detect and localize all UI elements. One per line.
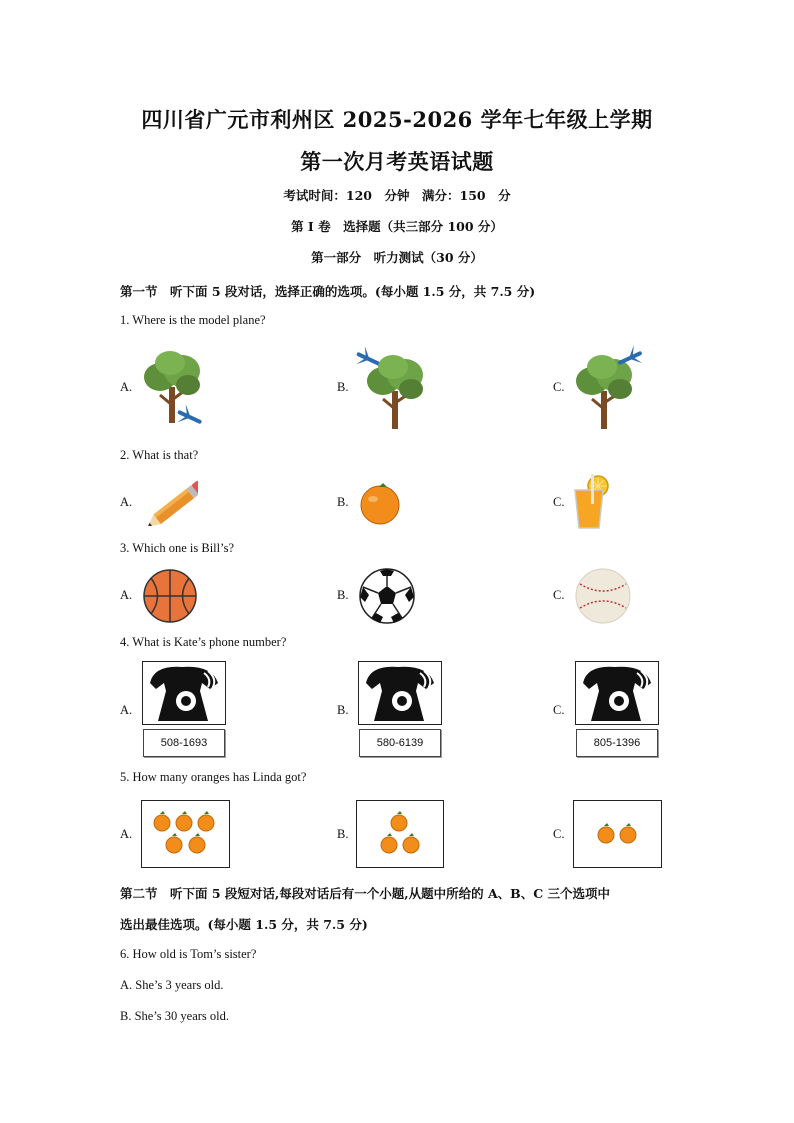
q2-option-c-label: C. <box>553 495 565 509</box>
soccer-ball-icon <box>358 567 416 625</box>
question-1: 1. Where is the model plane? <box>120 313 266 327</box>
q1-option-a-label: A. <box>120 380 133 394</box>
baseball-icon <box>574 568 632 624</box>
tree-plane-below-icon <box>138 345 213 430</box>
section2-heading-line1: 第二节 听下面 5 段短对话,每段对话后有一个小题,从题中所给的 A、B、C 三个选项中 <box>120 886 611 901</box>
oranges-icon <box>574 801 661 867</box>
exam-info: 考试时间：120 分钟 满分：150 分 <box>283 188 511 203</box>
tree-plane-above-left-icon <box>355 343 430 431</box>
section1-heading: 第一节 听下面 5 段对话，选择正确的选项。(每小题 1.5 分，共 7.5 分) <box>120 284 536 299</box>
pencil-icon <box>140 478 198 526</box>
phone-number-c: 805-1396 <box>576 729 658 757</box>
oranges-icon <box>357 801 443 867</box>
q4-option-c-label: C. <box>553 703 565 717</box>
q4-option-a-label: A. <box>120 703 133 717</box>
q2-option-b-label: B. <box>337 495 349 509</box>
title-line1: 四川省广元市利州区 2025-2026 学年七年级上学期 <box>141 107 653 132</box>
q3-option-c-label: C. <box>553 588 565 602</box>
oranges-icon <box>142 801 229 867</box>
title-line2: 第一次月考英语试题 <box>300 149 494 174</box>
telephone-icon <box>358 661 442 725</box>
q6-option-b: B. She’s 30 years old. <box>120 1009 230 1023</box>
q3-option-a-label: A. <box>120 588 133 602</box>
tree-plane-above-right-icon <box>572 345 647 431</box>
section2-heading-line2: 选出最佳选项。(每小题 1.5 分，共 7.5 分) <box>120 917 368 932</box>
question-4: 4. What is Kate’s phone number? <box>120 635 287 649</box>
question-6: 6. How old is Tom’s sister? <box>120 947 257 961</box>
oranges-frame-b <box>356 800 444 868</box>
q1-option-c-label: C. <box>553 380 565 394</box>
oranges-frame-a <box>141 800 230 868</box>
question-5: 5. How many oranges has Linda got? <box>120 770 307 784</box>
phone-number-a: 508-1693 <box>143 729 225 757</box>
q6-option-a: A. She’s 3 years old. <box>120 978 224 992</box>
telephone-icon <box>575 661 659 725</box>
q4-option-b-label: B. <box>337 703 349 717</box>
part1-heading: 第一部分 听力测试（30 分） <box>311 250 483 265</box>
q5-option-a-label: A. <box>120 827 133 841</box>
q5-option-b-label: B. <box>337 827 349 841</box>
volume-heading: 第 I 卷 选择题（共三部分 100 分） <box>291 219 503 234</box>
q5-option-c-label: C. <box>553 827 565 841</box>
q2-option-a-label: A. <box>120 495 133 509</box>
orange-icon <box>357 481 403 525</box>
oranges-frame-c <box>573 800 662 868</box>
q3-option-b-label: B. <box>337 588 349 602</box>
telephone-icon <box>142 661 226 725</box>
q1-option-b-label: B. <box>337 380 349 394</box>
phone-number-b: 580-6139 <box>359 729 441 757</box>
question-3: 3. Which one is Bill’s? <box>120 541 234 555</box>
question-2: 2. What is that? <box>120 448 199 462</box>
basketball-icon <box>142 568 198 624</box>
juice-glass-icon <box>571 472 611 530</box>
